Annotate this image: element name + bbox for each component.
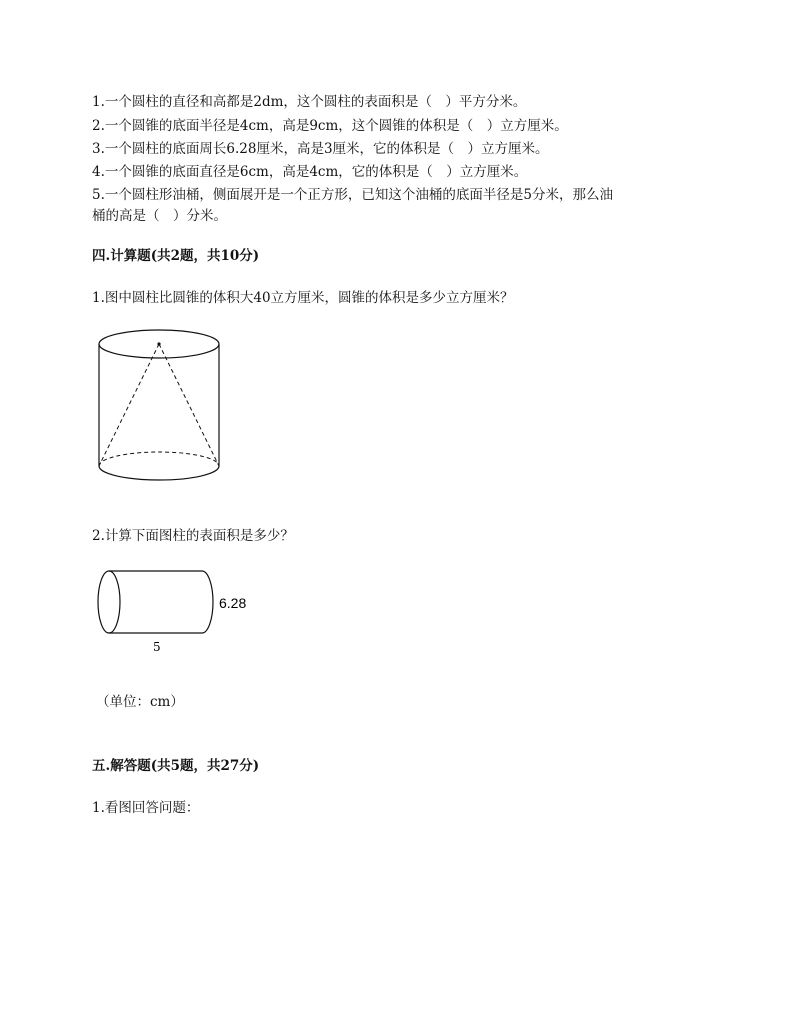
calc-question-1: 1.图中圆柱比圆锥的体积大40立方厘米，圆锥的体积是多少立方厘米？ [92, 290, 514, 306]
fill-in-question-5-line-1: 5.一个圆柱形油桶，侧面展开是一个正方形，已知这个油桶的底面半径是5分米，那么油 [92, 187, 613, 203]
section-4-heading: 四.计算题(共2题，共10分) [92, 248, 260, 264]
length-label: 5 [153, 640, 161, 654]
cone-apex-point [157, 342, 160, 345]
answer-question-1: 1.看图回答问题： [92, 800, 200, 816]
cylinder-bottom-back-arc [99, 452, 219, 466]
horizontal-cylinder-figure [95, 565, 265, 660]
cone-right-edge [159, 344, 219, 466]
cone-left-edge [99, 344, 159, 466]
fill-in-question-3: 3.一个圆柱的底面周长6.28厘米，高是3厘米，它的体积是（ ）立方厘米。 [92, 141, 549, 157]
section-5-heading: 五.解答题(共5题，共27分) [92, 758, 260, 774]
cylinder-bottom-front-arc [99, 466, 219, 480]
fill-in-question-5-line-2: 桶的高是（ ）分米。 [92, 208, 227, 224]
fill-in-question-4: 4.一个圆锥的底面直径是6cm，高是4cm，它的体积是（ ）立方厘米。 [92, 164, 528, 180]
unit-note: （单位：cm） [96, 694, 184, 710]
height-label: 6.28 [219, 595, 247, 611]
fill-in-question-2: 2.一个圆锥的底面半径是4cm，高是9cm，这个圆锥的体积是（ ）立方厘米。 [92, 118, 568, 134]
calc-question-2: 2.计算下面图柱的表面积是多少？ [92, 528, 294, 544]
cylinder-left-face [98, 571, 120, 633]
fill-in-question-1: 1.一个圆柱的直径和高都是2dm，这个圆柱的表面积是（ ）平方分米。 [92, 94, 527, 110]
cylinder-right-face-arc [202, 571, 213, 633]
cylinder-cone-figure [95, 325, 225, 495]
